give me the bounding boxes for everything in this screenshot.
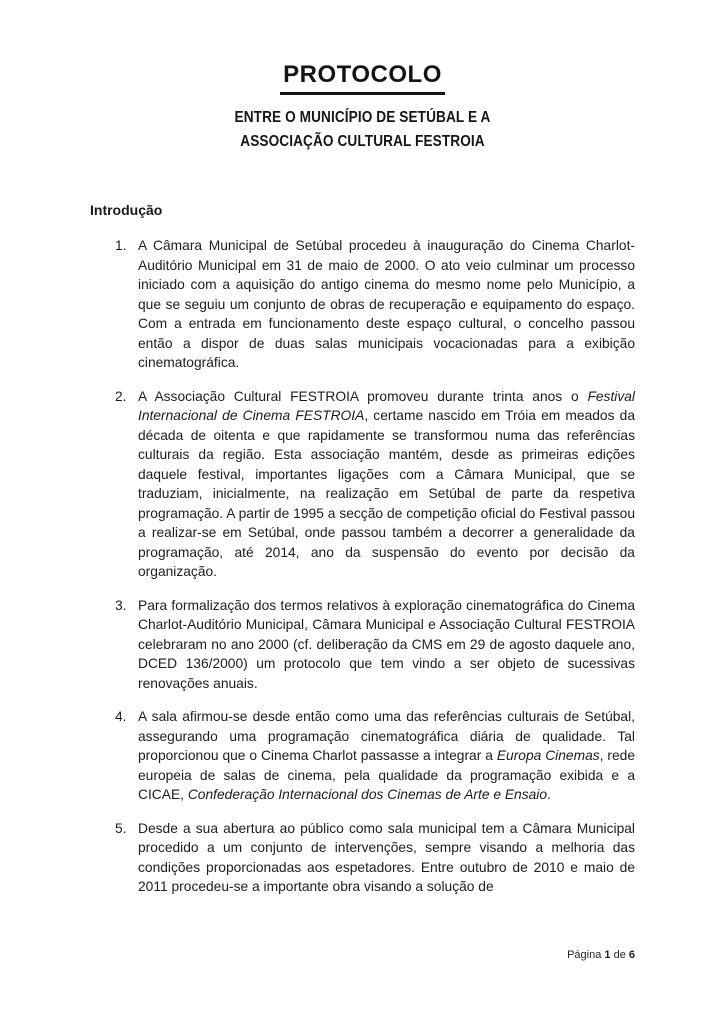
footer-of-label: de xyxy=(610,949,629,961)
subtitle-line-1: ENTRE O MUNICÍPIO DE SETÚBAL E A xyxy=(234,109,491,126)
footer-page-number: 1 xyxy=(604,949,611,961)
clause-text: A sala afirmou-se desde então como uma das referências culturais de Setúbal, assegurando uma programação cinematográfica diária de qualidade. Tal proporcionou que o Cinema Charlot passasse a integrar a Europa Cinemas, rede europeia de salas de cinema, pela qualidade da programação exibida e a CICAE, Confederação Internacional dos Cinemas de Arte e Ensaio. xyxy=(138,709,636,802)
clause-number: 5. xyxy=(115,820,127,836)
page-footer xyxy=(567,948,635,962)
clause-text: Para formalização dos termos relativos à exploração cinematográfica do Cinema Charlot-Auditório Municipal, Câmara Municipal e Associação Cultural FESTROIA celebraram no ano 2000 (cf. deliberação da CMS em 29 de agosto daquele ano, DCED 136/2000) um protocolo que tem vindo a ser objeto de sucessivas renovações anuais. xyxy=(138,597,635,691)
footer-total-pages: 6 xyxy=(628,949,635,961)
document-title-row xyxy=(90,60,635,95)
clause-item xyxy=(115,387,635,582)
clause-number: 1. xyxy=(115,238,127,253)
document-title: PROTOCOLO xyxy=(280,60,445,95)
numbered-clause-list xyxy=(115,236,635,897)
footer-page-label: Página xyxy=(567,949,605,961)
clause-item xyxy=(115,596,635,694)
document-subtitle xyxy=(123,106,603,154)
subtitle-line-2: ASSOCIAÇÃO CULTURAL FESTROIA xyxy=(240,133,485,150)
clause-item xyxy=(115,236,635,373)
clause-text: Desde a sua abertura ao público como sala municipal tem a Câmara Municipal procedido a um conjunto de intervenções, sempre visando a melhoria das condições proporcionadas aos espetadores. Entre outubro de 2010 e maio de 2011 procedeu-se a importante obra visando a solução de xyxy=(138,820,635,894)
clause-number: 2. xyxy=(115,388,127,404)
section-heading-introducao: Introdução xyxy=(90,202,163,218)
clause-item xyxy=(115,819,635,897)
clause-item xyxy=(115,707,635,805)
clause-text: A Associação Cultural FESTROIA promoveu durante trinta anos o Festival Internacional de Cinema FESTROIA, certame nascido em Tróia em meados da década de oitenta e que rapidamente se transformou numa das referências culturais da região. Esta associação mantém, desde as primeiras edições daquele festival, importantes ligações com a Câmara Municipal, que se traduziam, inicialmente, na realização em Setúbal de parte da respetiva programação. A partir de 1995 a secção de competição oficial do Festival passou a realizar-se em Setúbal, onde passou também a decorrer a generalidade da programação, até 2014, ano da suspensão do evento por decisão da organização. xyxy=(138,388,635,579)
clause-number: 3. xyxy=(115,597,127,613)
clause-text: A Câmara Municipal de Setúbal procedeu à inauguração do Cinema Charlot-Auditório Municipal em 31 de maio de 2000. O ato veio culminar um processo iniciado com a aquisição do antigo cinema do mesmo nome pelo Município, a que se seguiu um conjunto de obras de recuperação e equipamento do espaço. Com a entrada em funcionamento deste espaço cultural, o concelho passou então a dispor de duas salas municipais vocacionadas para a exibição cinematográfica. xyxy=(138,238,635,370)
clause-number: 4. xyxy=(115,709,127,724)
